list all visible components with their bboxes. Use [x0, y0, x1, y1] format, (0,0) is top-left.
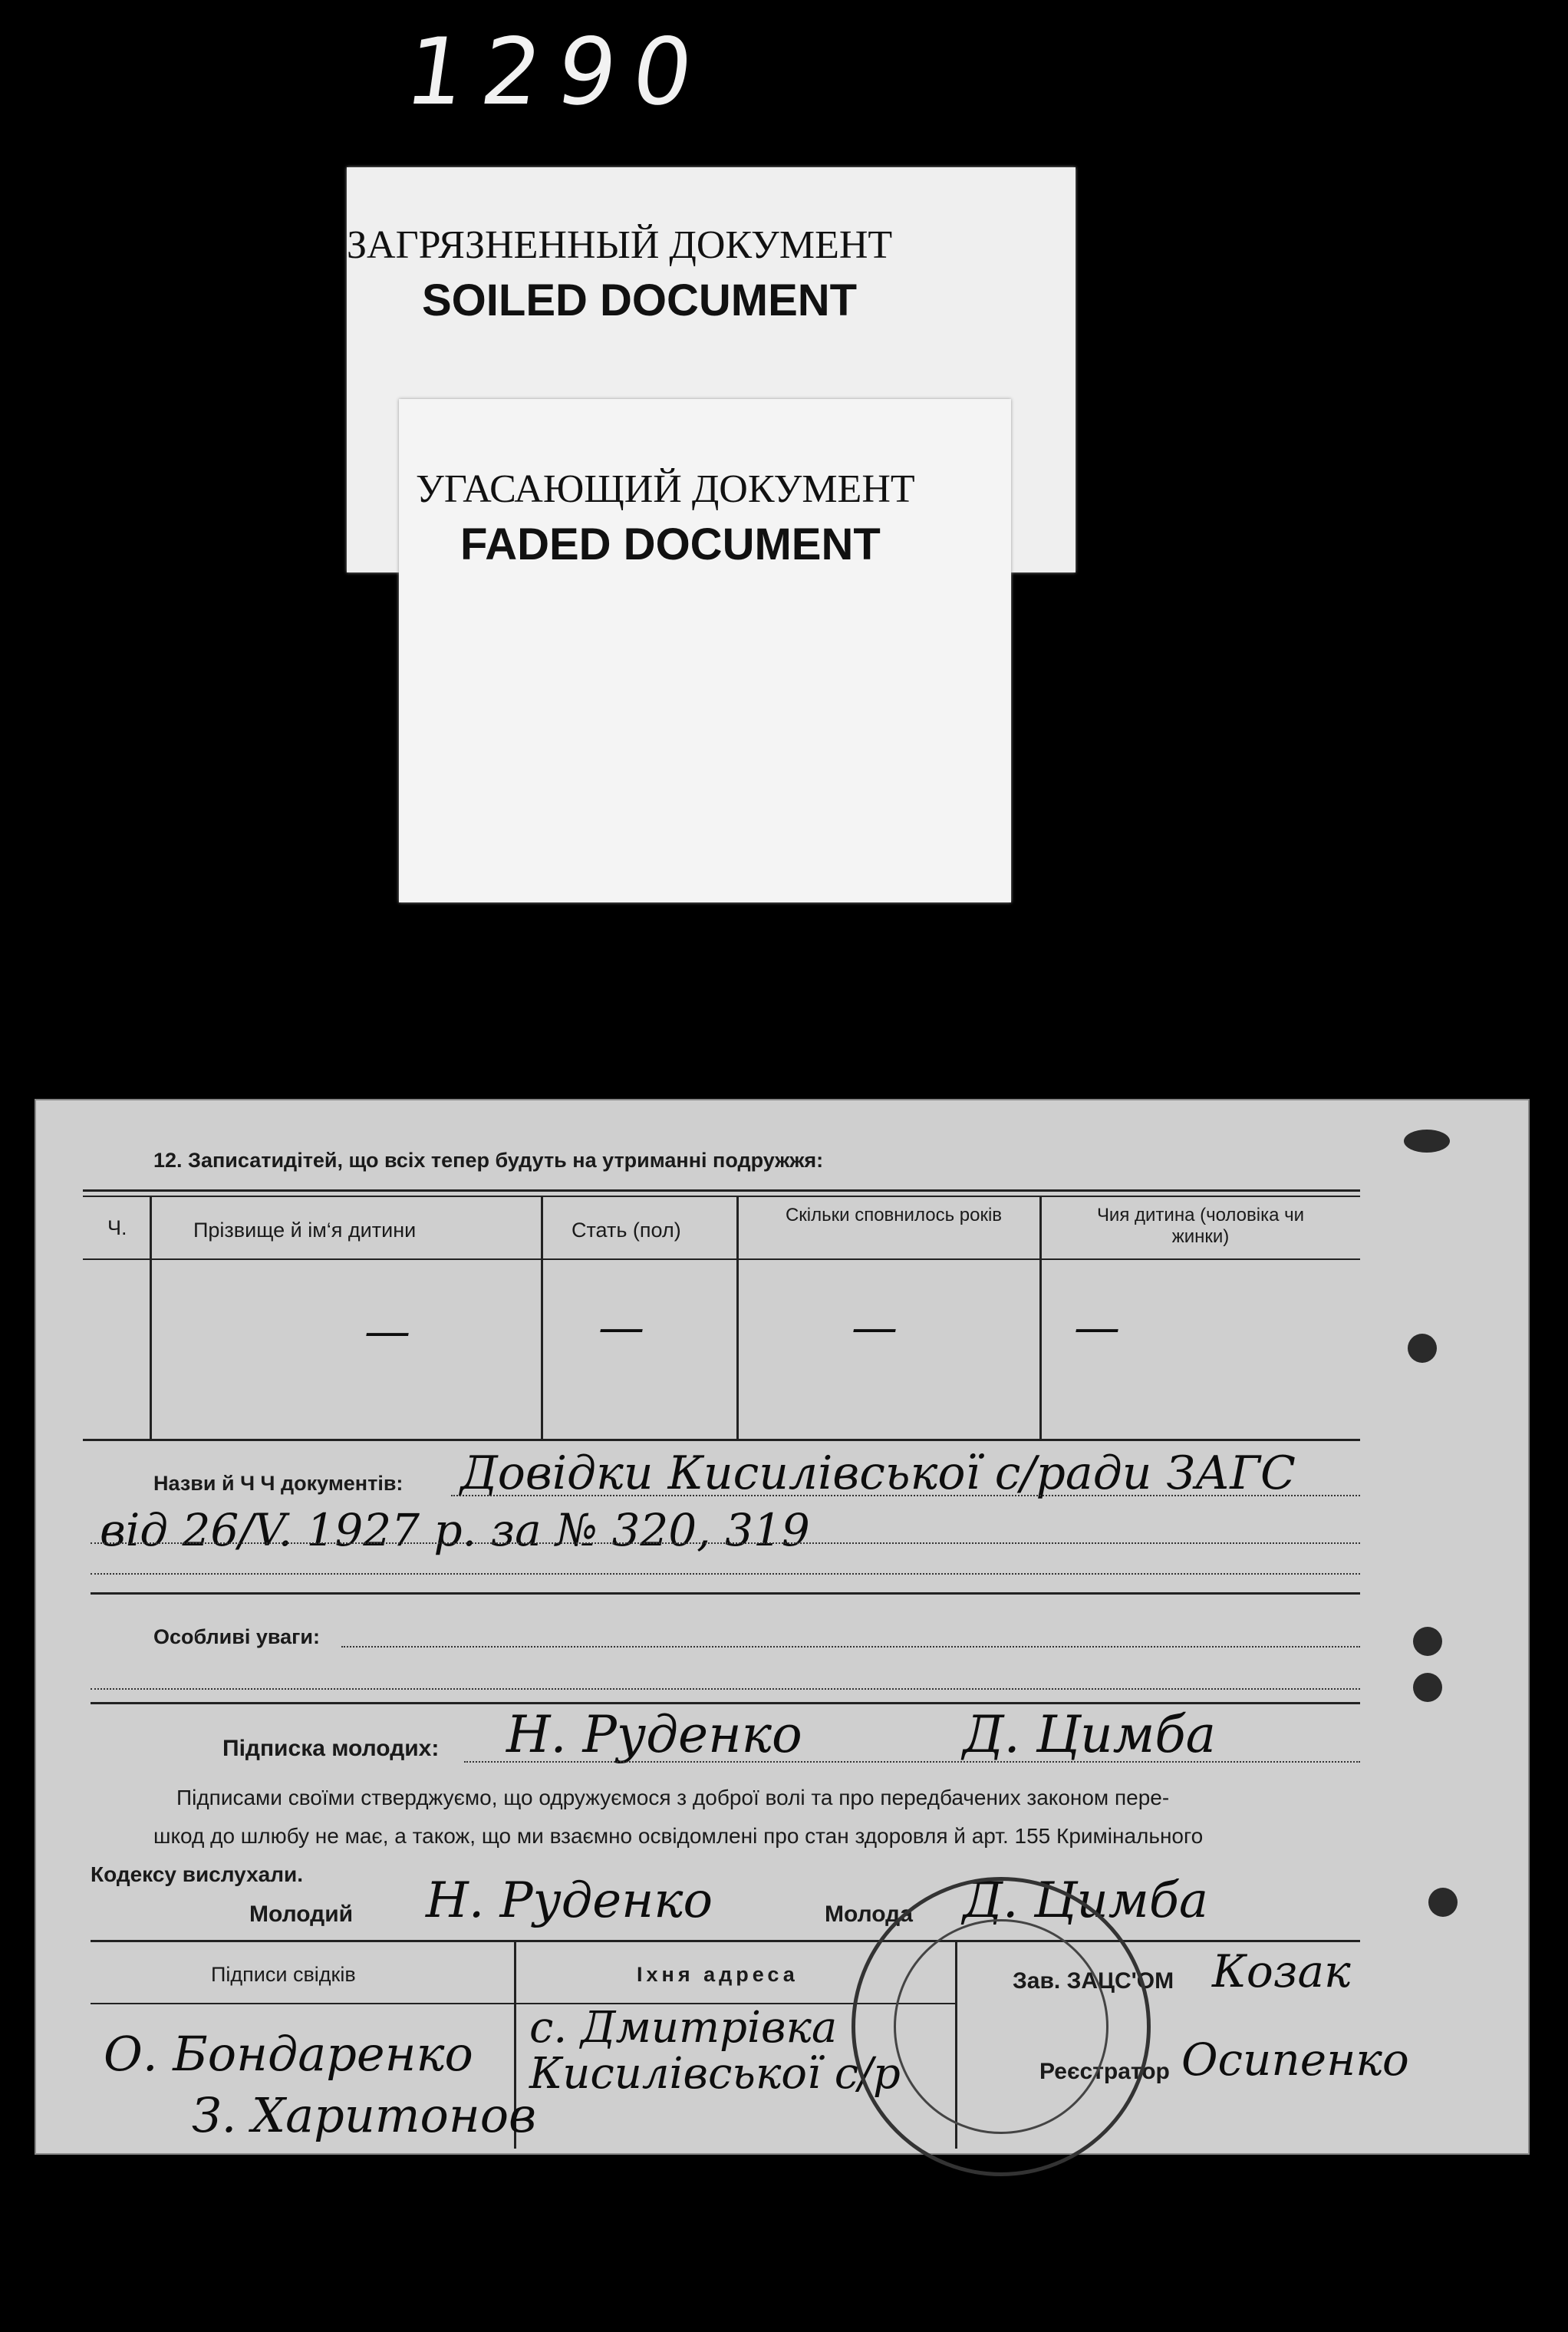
official-stamp [852, 1877, 1151, 2176]
table-bottom-rule [83, 1439, 1360, 1441]
bride-signature: Д. Цимба [963, 1872, 1209, 1929]
witness-1-signature: О. Бондаренко [104, 2026, 473, 2082]
col-header-number: Ч. [107, 1216, 127, 1239]
punch-hole [1408, 1334, 1437, 1363]
signature-label: Підписка молодих: [222, 1736, 440, 1761]
head-label: Зав. ЗАЦС'ОМ [1013, 1968, 1174, 1994]
col-header-child-name: Прізвище й ім‘я дитини [193, 1219, 417, 1242]
groom-label: Молодий [249, 1902, 354, 1927]
soiled-label-ru: ЗАГРЯЗНЕННЫЙ ДОКУМЕНТ [347, 223, 893, 267]
documents-line-3 [91, 1573, 1360, 1575]
child-sex-cell: — [598, 1301, 644, 1354]
child-whose-cell: — [1074, 1301, 1120, 1354]
child-age-cell: — [852, 1301, 898, 1354]
punch-hole [1428, 1888, 1458, 1917]
signature-line [464, 1761, 1360, 1763]
couple-rule [91, 1940, 1360, 1942]
signature-groom: Н. Руденко [506, 1705, 802, 1764]
witness-header: Підписи свідків [211, 1963, 356, 1986]
faded-label-ru: УГАСАЮЩИЙ ДОКУМЕНТ [416, 467, 915, 511]
registrar-label: Реєстратор [1039, 2059, 1170, 2084]
documents-value-1: Довідки Кисилівської с/ради ЗАГС [460, 1446, 1296, 1500]
documents-value-2: від 26/V. 1927 р. за № 320, 319 [100, 1504, 810, 1556]
frame-number: 1290 [399, 19, 716, 126]
head-signature: Козак [1212, 1945, 1351, 1997]
documents-line-2 [91, 1542, 1360, 1544]
table-col-divider [541, 1196, 543, 1439]
groom-signature: Н. Руденко [426, 1872, 713, 1929]
table-header-rule [83, 1258, 1360, 1260]
col-header-whose-child: Чия дитина (чоловіка чи жинки) [1096, 1205, 1305, 1247]
documents-line [451, 1495, 1360, 1496]
remarks-rule [91, 1702, 1360, 1704]
witness-2-signature: З. Харитонов [192, 2087, 537, 2143]
col-header-age: Скільки сповнилось років [785, 1205, 1003, 1225]
bride-label: Молода [825, 1902, 913, 1927]
documents-label: Назви й Ч Ч документів: [153, 1472, 404, 1495]
section-title: 12. Записатидітей, що всіх тепер будуть на утриманні подружжя: [153, 1149, 824, 1172]
address-header: Іхня адреса [637, 1963, 799, 1986]
declaration-line-1: Підписами своїми стверджуємо, що одружуємося з доброї волі та про передбачених законом пере- [176, 1786, 1170, 1809]
remarks-label: Особливі уваги: [153, 1625, 320, 1648]
address-1: с. Дмитрівка [529, 2003, 838, 2053]
signature-bride: Д. Цимба [963, 1705, 1217, 1764]
col-header-sex: Стать (пол) [572, 1219, 681, 1242]
remarks-line-2 [91, 1688, 1360, 1690]
table-top-rule [83, 1189, 1360, 1192]
documents-rule [91, 1592, 1360, 1595]
declaration-line-3: Кодексу вислухали. [91, 1862, 303, 1886]
address-2: Кисилівської с/р [529, 2049, 901, 2099]
soiled-label-en: SOILED DOCUMENT [422, 275, 858, 325]
stamp-inner-ring [894, 1919, 1108, 2134]
punch-hole [1413, 1627, 1442, 1656]
faded-document-label [399, 399, 1011, 902]
declaration-line-2: шкод до шлюбу не має, а також, що ми взаємно освідомлені про стан здоровля й арт. 155 Кримінального [153, 1824, 1204, 1848]
table-col-divider [150, 1196, 152, 1439]
punch-hole [1413, 1673, 1442, 1702]
registrar-signature: Осипенко [1181, 2033, 1409, 2086]
child-name-cell: — [364, 1305, 410, 1358]
table-col-divider [1039, 1196, 1042, 1439]
table-col-divider [736, 1196, 739, 1439]
edge-damage [1404, 1130, 1450, 1153]
table-top-rule-2 [83, 1196, 1360, 1197]
faded-label-en: FADED DOCUMENT [460, 520, 881, 569]
remarks-line [341, 1646, 1360, 1648]
